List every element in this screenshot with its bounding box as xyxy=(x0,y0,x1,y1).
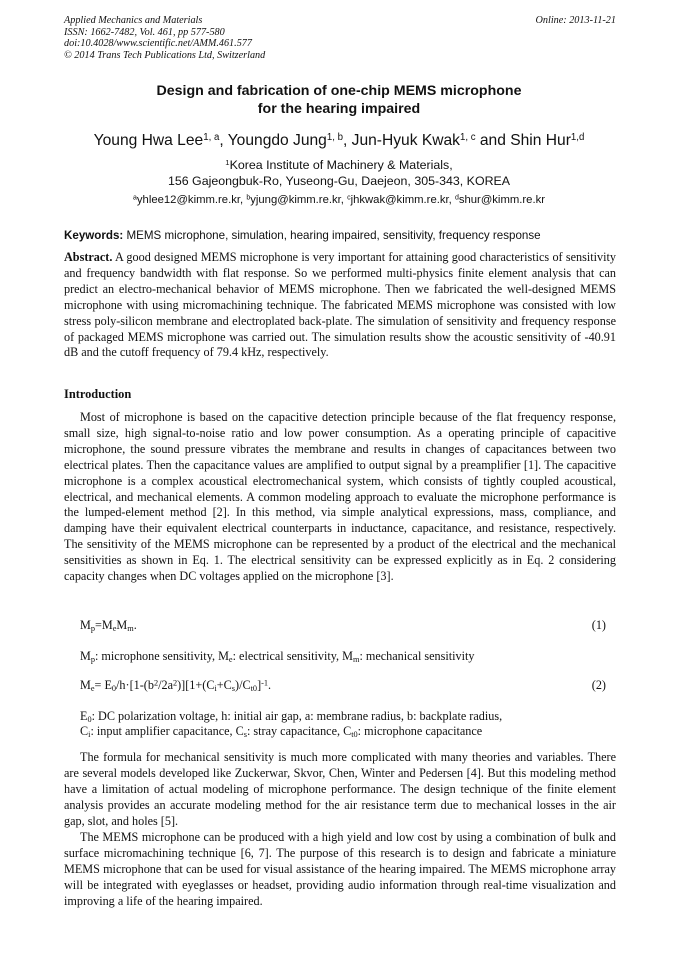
title-line-2: for the hearing impaired xyxy=(257,101,421,117)
author-sup: 1, b xyxy=(326,132,343,144)
doi-line: doi:10.4028/www.scientific.net/AMM.461.577 xyxy=(64,38,252,49)
email-separator: , xyxy=(340,194,348,206)
equation-1-description: $M_p$: microphone sensitivity, $M_e$: electrical sensitivity, $M_m$: mechanical sensitivity xyxy=(80,649,475,665)
intro-paragraph-1: Most of microphone is based on the capacitive detection principle because of the flat frequency response, small size, high signal-to-noise ratio and low power consumption. As a operating principle of capacitive microphone, the sound pressure vibrates the membrane and results in changes of capacitances between two electrical plates. Then the capacitance values are amplified to output signal by a preamplifier [1]. The capacitive microphone is a complex acoustical electromechanical system, which consists of tightly coupled acoustical, electrical, and mechanical elements. A common modeling approach to evaluate the microphone performance is the lumped-element method [2]. In this method, via simple analytical expressions, mass, compliance, and damping have their equivalent electrical counterparts in inductance, capacitance, and resistance, respectively. The sensitivity of the MEMS microphone can be represented by a product of the electrical and the mechanical sensitivities as shown in Eq. 1. The electrical sensitivity can be expressed explicitly as in Eq. 2 considering capacity changes when DC voltages applied on the microphone [3]. xyxy=(64,410,616,584)
paper-title xyxy=(64,82,614,118)
equation-2-number: (2) xyxy=(591,678,606,692)
journal-name: Applied Mechanics and Materials xyxy=(64,15,203,26)
keywords xyxy=(64,229,616,243)
intro-paragraph-2: The formula for mechanical sensitivity is much more complicated with many theories and variables. There are several models developed like Zuckerwar, Skvor, Chen, Winter and Pedersen [4]. But this modeling method have a limitation of actual modeling of microphone performance. The design technique of the finite element analysis provides an accurate modeling method for the air resistance term due to mechanical losses in the air gap, slot, and holes [5]. xyxy=(64,750,616,828)
affiliation-line-2: 156 Gajeongbuk-Ro, Yuseong-Gu, Daejeon, 305-343, KOREA xyxy=(167,174,511,188)
email-sup: a xyxy=(132,194,137,202)
email-separator: , xyxy=(448,194,455,206)
author-separator: and xyxy=(475,132,511,149)
abstract-label: Abstract. xyxy=(64,250,113,264)
author-name: Shin Hur xyxy=(510,132,571,149)
affiliation xyxy=(64,157,614,189)
issn-line: ISSN: 1662-7482, Vol. 461, pp 577-580 xyxy=(64,26,225,38)
section-heading-introduction: Introduction xyxy=(64,387,132,401)
email-address: yjung@kimm.re.kr xyxy=(250,194,341,206)
affiliation-sup: 1 xyxy=(225,158,230,168)
affiliation-line-1: Korea Institute of Machinery & Materials, xyxy=(229,158,453,172)
copyright-line: © 2014 Trans Tech Publications Ltd, Switzerland xyxy=(64,49,266,61)
email-separator: , xyxy=(240,194,247,206)
email-sup: c xyxy=(347,194,351,202)
email-address: jhkwak@kimm.re.kr xyxy=(350,194,449,206)
equation-1-number: (1) xyxy=(591,618,606,632)
author-separator: , xyxy=(342,132,352,149)
author-name: Young Hwa Lee xyxy=(93,132,204,149)
email-sup: d xyxy=(454,194,459,202)
email-list xyxy=(64,193,614,207)
title-line-1: Design and fabrication of one-chip MEMS microphone xyxy=(156,83,522,99)
abstract-text: A good designed MEMS microphone is very important for attaining good characteristics of sensitivity and frequency bandwidth with flat response. So we performed multi-physics finite element analysis that can predict an electro-mechanical behavior of MEMS microphone. Then we fabricated the well-designed MEMS microphone with using micromachining technique. The fabricated MEMS microphone was consisted with low stress poly-silicon membrane and electroplated back-plate. The simulation of sensitivity and frequency response of packaged MEMS microphone was carried out. The simulation results show the acoustic sensitivity of -40.91 dB and the cutoff frequency of 79.4 kHz, respectively. xyxy=(64,250,616,360)
email-address: shur@kimm.re.kr xyxy=(458,194,545,206)
keywords-text: MEMS microphone, simulation, hearing impaired, sensitivity, frequency response xyxy=(123,229,541,242)
email-sup: b xyxy=(246,194,251,202)
author-name: Jun-Hyuk Kwak xyxy=(351,132,460,149)
email-address: yhlee12@kimm.re.kr xyxy=(136,194,241,206)
author-separator: , xyxy=(219,132,228,149)
journal-header xyxy=(64,15,616,61)
author-list xyxy=(64,131,614,151)
keywords-label: Keywords: xyxy=(64,229,124,242)
equation-2-description: $E_0$: DC polarization voltage, h: initial air gap, a: membrane radius, b: backplate radius, $C_i$: input amplifier capacitance, $C_s$: stray capacitance, $C_{t0}$: microphone capacitance xyxy=(80,709,503,740)
author-sup: 1,d xyxy=(570,132,585,144)
equation-2: $M_e= E_0/h\cdot[1-(b^2/2a^2)][1+(C_i+C_s)/C_{t0}]^{-1}$. (2) xyxy=(80,678,606,694)
abstract xyxy=(64,250,616,361)
author-name: Youngdo Jung xyxy=(227,132,327,149)
online-date: Online: 2013-11-21 xyxy=(535,15,616,26)
equation-1: $M_p=M_eM_m$. (1) xyxy=(80,618,606,634)
author-sup: 1, c xyxy=(459,132,476,144)
author-sup: 1, a xyxy=(203,132,220,144)
intro-paragraph-3: The MEMS microphone can be produced with a high yield and low cost by using a combination of bulk and surface micromachining technique [6, 7]. The purpose of this research is to design and fabricate a miniature MEMS microphone that can be used for visual assistance of the hearing impaired. The MEMS microphone array will be integrated with eyeglasses or headset, providing audio information through real-time visualization and improving a life of the hearing impaired. xyxy=(64,830,616,908)
